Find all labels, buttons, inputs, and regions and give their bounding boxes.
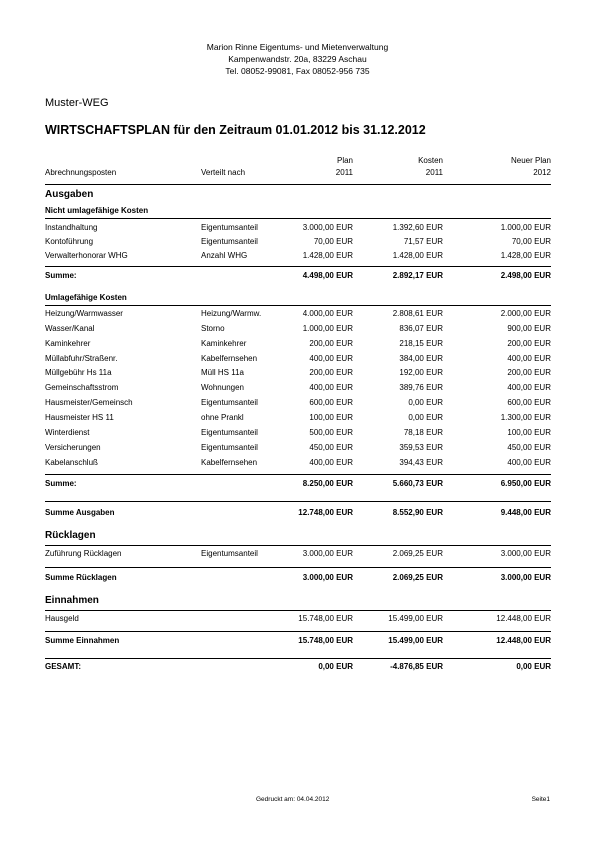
- row-key: Kabelfernsehen: [201, 354, 258, 363]
- row-key: Müll HS 11a: [201, 368, 244, 377]
- row-key: Eigentumsanteil: [201, 223, 258, 232]
- row-neu: 100,00 EUR: [507, 428, 551, 437]
- sum-neu: 6.950,00 EUR: [500, 479, 551, 488]
- sum-plan: 15.748,00 EUR: [298, 636, 353, 645]
- row-kosten: 384,00 EUR: [399, 354, 443, 363]
- sum-neu: 9.448,00 EUR: [500, 508, 551, 517]
- row-key: Heizung/Warmw.: [201, 309, 262, 318]
- row-kosten: 2.069,25 EUR: [392, 549, 443, 558]
- row-key: Kaminkehrer: [201, 339, 247, 348]
- total-divider: [45, 631, 551, 632]
- table-row: [45, 337, 551, 351]
- row-key: Eigentumsanteil: [201, 428, 258, 437]
- row-neu: 200,00 EUR: [507, 339, 551, 348]
- sum-row-umlagefaehig: [45, 477, 551, 491]
- sum-neu: 3.000,00 EUR: [500, 573, 551, 582]
- subsection-title-nicht-umlagefaehig: Nicht umlagefähige Kosten: [45, 206, 149, 215]
- row-name: Kaminkehrer: [45, 339, 91, 348]
- column-header-kosten-label: Kosten: [418, 156, 443, 165]
- row-neu: 1.300,00 EUR: [500, 413, 551, 422]
- table-row: [45, 381, 551, 395]
- column-header-plan-year: 2011: [335, 168, 353, 177]
- sum-plan: 8.250,00 EUR: [302, 479, 353, 488]
- row-name: Hausgeld: [45, 614, 79, 623]
- sum-kosten: 2.069,25 EUR: [392, 573, 443, 582]
- header-divider: [45, 184, 551, 185]
- row-plan: 400,00 EUR: [309, 458, 353, 467]
- row-kosten: 0,00 EUR: [408, 398, 443, 407]
- row-kosten: 15.499,00 EUR: [388, 614, 443, 623]
- row-plan: 1.428,00 EUR: [302, 251, 353, 260]
- grand-total-neu: 0,00 EUR: [516, 662, 551, 671]
- row-kosten: 1.428,00 EUR: [392, 251, 443, 260]
- column-header-kosten-year: 2011: [425, 168, 443, 177]
- row-neu: 600,00 EUR: [507, 398, 551, 407]
- letterhead-company: Marion Rinne Eigentums- und Mietenverwaltung: [206, 42, 389, 52]
- page-number: Seite1: [531, 796, 550, 803]
- total-divider: [45, 567, 551, 568]
- row-neu: 450,00 EUR: [507, 443, 551, 452]
- table-row: [45, 426, 551, 440]
- table-row: [45, 396, 551, 410]
- table-row: [45, 441, 551, 455]
- row-neu: 70,00 EUR: [511, 237, 551, 246]
- grand-total-kosten: -4.876,85 EUR: [390, 662, 443, 671]
- sum-kosten: 2.892,17 EUR: [392, 271, 443, 280]
- table-row: [45, 307, 551, 321]
- sum-neu: 12.448,00 EUR: [496, 636, 551, 645]
- row-name: Müllabfuhr/Straßenr.: [45, 354, 118, 363]
- row-name: Wasser/Kanal: [45, 324, 95, 333]
- row-kosten: 192,00 EUR: [399, 368, 443, 377]
- sum-label: Summe:: [45, 479, 77, 488]
- column-header-posten: Abrechnungsposten: [45, 168, 117, 177]
- table-row: [45, 352, 551, 366]
- row-key: Eigentumsanteil: [201, 237, 258, 246]
- section-divider: [45, 610, 551, 611]
- table-row: [45, 235, 551, 249]
- row-plan: 100,00 EUR: [309, 413, 353, 422]
- row-plan: 3.000,00 EUR: [302, 549, 353, 558]
- row-kosten: 389,76 EUR: [399, 383, 443, 392]
- row-key: Kabelfernsehen: [201, 458, 258, 467]
- row-plan: 15.748,00 EUR: [298, 614, 353, 623]
- letterhead: [0, 41, 595, 77]
- row-kosten: 78,18 EUR: [403, 428, 443, 437]
- row-kosten: 71,57 EUR: [403, 237, 443, 246]
- table-row: [45, 612, 551, 626]
- row-key: Eigentumsanteil: [201, 398, 258, 407]
- sum-label: Summe:: [45, 271, 77, 280]
- row-name: Kabelanschluß: [45, 458, 98, 467]
- row-plan: 3.000,00 EUR: [302, 223, 353, 232]
- subsection-divider: [45, 218, 551, 219]
- row-neu: 400,00 EUR: [507, 354, 551, 363]
- row-neu: 12.448,00 EUR: [496, 614, 551, 623]
- row-neu: 400,00 EUR: [507, 458, 551, 467]
- row-neu: 900,00 EUR: [507, 324, 551, 333]
- table-row: [45, 411, 551, 425]
- row-neu: 1.000,00 EUR: [500, 223, 551, 232]
- subsection-divider: [45, 305, 551, 306]
- subsection-title-umlagefaehig: Umlagefähige Kosten: [45, 293, 127, 302]
- sum-plan: 12.748,00 EUR: [298, 508, 353, 517]
- section-title-einnahmen: Einnahmen: [45, 595, 99, 606]
- grand-total-label: GESAMT:: [45, 662, 81, 671]
- sum-label: Summe Rücklagen: [45, 573, 117, 582]
- sum-divider: [45, 474, 551, 475]
- letterhead-contact: Tel. 08052-99081, Fax 08052-956 735: [225, 66, 370, 76]
- column-header-verteilt: Verteilt nach: [201, 168, 246, 177]
- row-plan: 1.000,00 EUR: [302, 324, 353, 333]
- row-plan: 4.000,00 EUR: [302, 309, 353, 318]
- row-plan: 500,00 EUR: [309, 428, 353, 437]
- row-plan: 200,00 EUR: [309, 339, 353, 348]
- document-title: WIRTSCHAFTSPLAN für den Zeitraum 01.01.2012 bis 31.12.2012: [45, 123, 426, 137]
- sum-row-ruecklagen: [45, 571, 551, 585]
- grand-total-divider: [45, 658, 551, 659]
- grand-total-plan: 0,00 EUR: [318, 662, 353, 671]
- row-kosten: 1.392,60 EUR: [392, 223, 443, 232]
- row-plan: 400,00 EUR: [309, 383, 353, 392]
- row-name: Verwalterhonorar WHG: [45, 251, 128, 260]
- row-kosten: 218,15 EUR: [399, 339, 443, 348]
- column-header-plan-label: Plan: [336, 156, 353, 165]
- row-name: Instandhaltung: [45, 223, 98, 232]
- grand-total-row: [45, 660, 551, 674]
- row-name: Zuführung Rücklagen: [45, 549, 122, 558]
- property-name: Muster-WEG: [45, 97, 109, 109]
- row-key: Anzahl WHG: [201, 251, 248, 260]
- row-key: Storno: [201, 324, 225, 333]
- section-title-ruecklagen: Rücklagen: [45, 530, 96, 541]
- sum-neu: 2.498,00 EUR: [500, 271, 551, 280]
- row-neu: 200,00 EUR: [507, 368, 551, 377]
- row-neu: 1.428,00 EUR: [500, 251, 551, 260]
- row-neu: 400,00 EUR: [507, 383, 551, 392]
- row-name: Hausmeister/Gemeinsch: [45, 398, 133, 407]
- row-name: Heizung/Warmwasser: [45, 309, 123, 318]
- row-name: Hausmeister HS 11: [45, 413, 114, 422]
- row-plan: 400,00 EUR: [309, 354, 353, 363]
- row-name: Müllgebühr Hs 11a: [45, 368, 112, 377]
- row-kosten: 394,43 EUR: [399, 458, 443, 467]
- sum-divider: [45, 266, 551, 267]
- column-header-neu-year: 2012: [533, 168, 551, 177]
- row-name: Winterdienst: [45, 428, 90, 437]
- section-divider: [45, 545, 551, 546]
- sum-kosten: 5.660,73 EUR: [392, 479, 443, 488]
- column-header-plan: [336, 155, 353, 179]
- row-neu: 3.000,00 EUR: [500, 549, 551, 558]
- column-headers: [45, 155, 551, 183]
- sum-plan: 4.498,00 EUR: [302, 271, 353, 280]
- row-kosten: 836,07 EUR: [399, 324, 443, 333]
- table-row: [45, 221, 551, 235]
- row-key: Wohnungen: [201, 383, 244, 392]
- column-header-neu: [511, 155, 551, 179]
- row-name: Kontoführung: [45, 237, 94, 246]
- sum-plan: 3.000,00 EUR: [302, 573, 353, 582]
- table-row: [45, 547, 551, 561]
- row-name: Gemeinschaftsstrom: [45, 383, 119, 392]
- row-plan: 200,00 EUR: [309, 368, 353, 377]
- total-divider: [45, 501, 551, 502]
- row-key: Eigentumsanteil: [201, 443, 258, 452]
- sum-label: Summe Einnahmen: [45, 636, 120, 645]
- row-plan: 600,00 EUR: [309, 398, 353, 407]
- row-kosten: 0,00 EUR: [408, 413, 443, 422]
- row-name: Versicherungen: [45, 443, 101, 452]
- table-row: [45, 249, 551, 263]
- table-row: [45, 322, 551, 336]
- column-header-kosten: [418, 155, 443, 179]
- row-plan: 450,00 EUR: [309, 443, 353, 452]
- row-kosten: 359,53 EUR: [399, 443, 443, 452]
- sum-row-einnahmen: [45, 634, 551, 648]
- row-kosten: 2.808,61 EUR: [392, 309, 443, 318]
- sum-kosten: 15.499,00 EUR: [388, 636, 443, 645]
- sum-kosten: 8.552,90 EUR: [392, 508, 443, 517]
- letterhead-address: Kampenwandstr. 20a, 83229 Aschau: [228, 54, 367, 64]
- row-plan: 70,00 EUR: [313, 237, 353, 246]
- sum-label: Summe Ausgaben: [45, 508, 115, 517]
- table-row: [45, 456, 551, 470]
- column-header-neu-label: Neuer Plan: [510, 156, 551, 165]
- sum-row-nicht-umlagefaehig: [45, 269, 551, 283]
- row-neu: 2.000,00 EUR: [500, 309, 551, 318]
- row-key: ohne Prankl: [201, 413, 244, 422]
- table-row: [45, 366, 551, 380]
- section-title-ausgaben: Ausgaben: [45, 189, 94, 200]
- print-date: Gedruckt am: 04.04.2012: [256, 796, 330, 803]
- row-key: Eigentumsanteil: [201, 549, 258, 558]
- sum-row-ausgaben: [45, 506, 551, 520]
